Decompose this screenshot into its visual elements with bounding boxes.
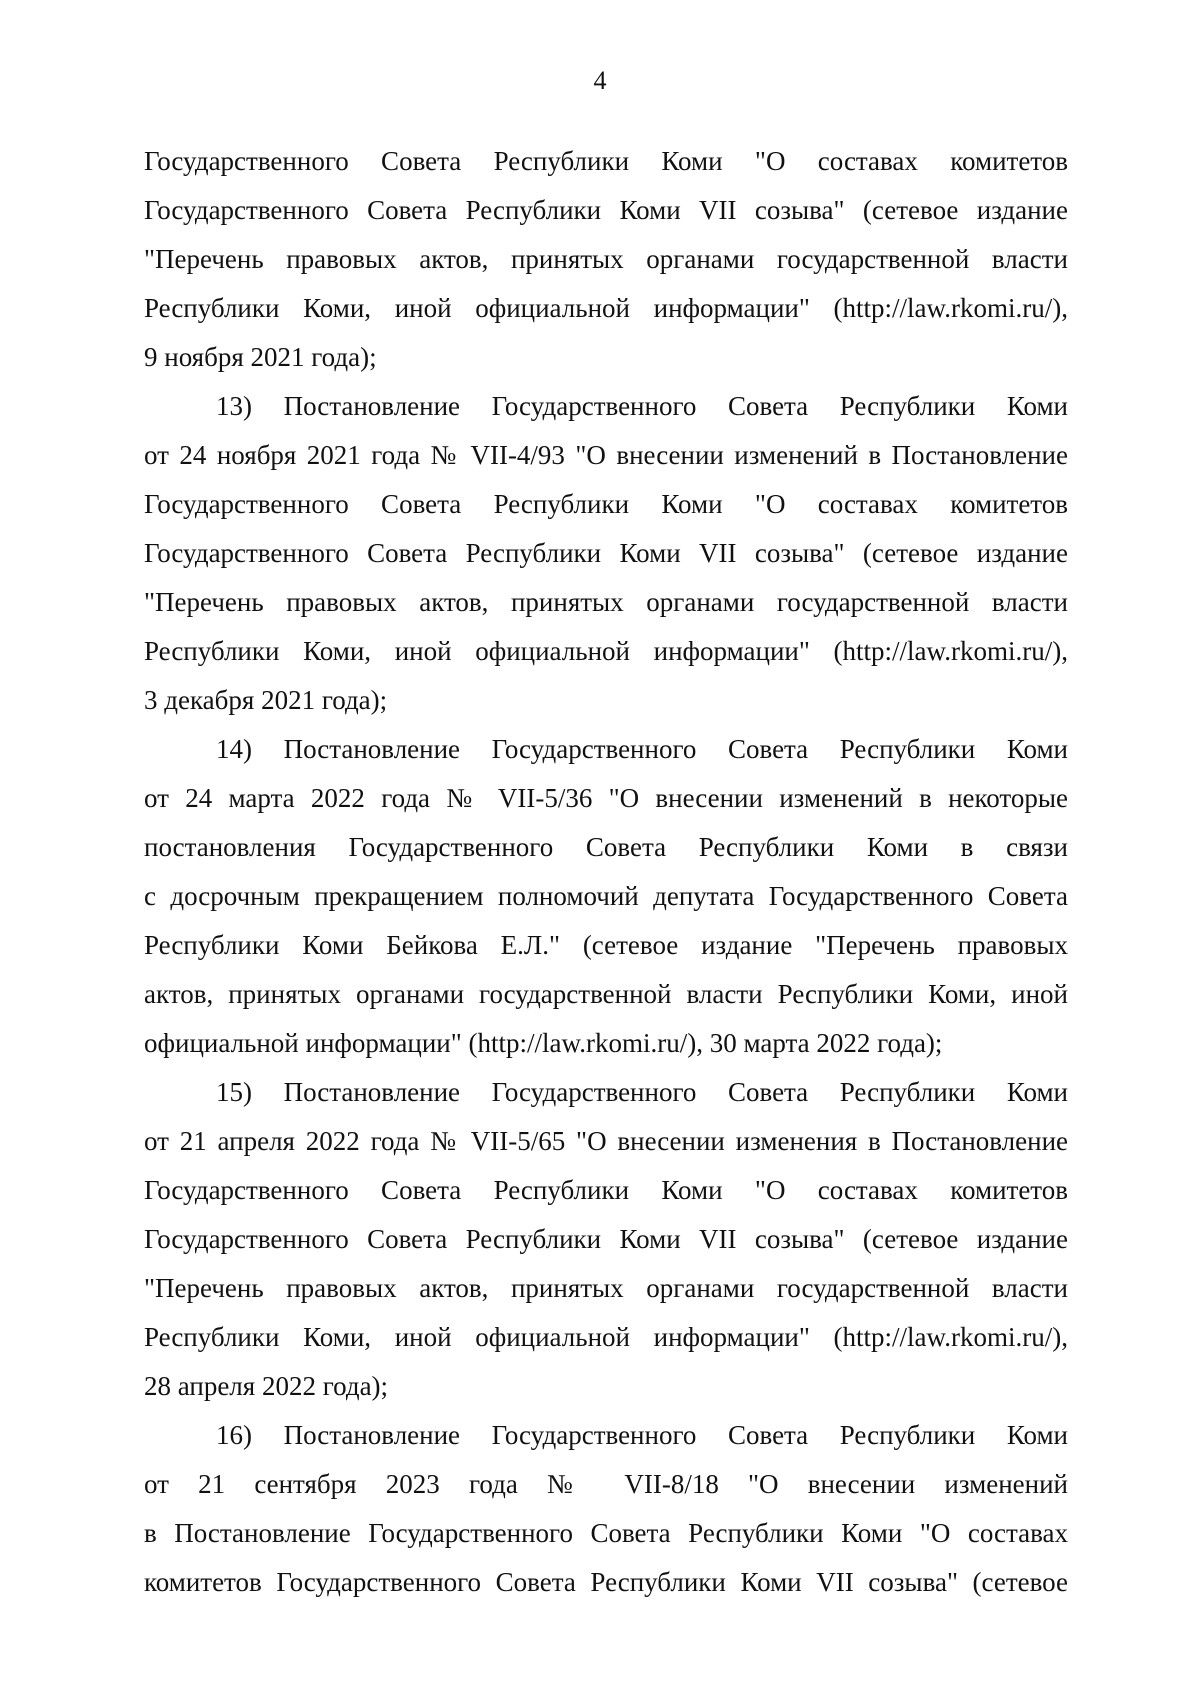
text-line: Государственного Совета Республики Коми "О составах комитетов	[144, 1175, 1068, 1205]
text-line: Республики Коми Бейкова Е.Л." (сетевое издание "Перечень правовых	[144, 930, 1068, 960]
text-line: постановления Государственного Совета Республики Коми в связи	[144, 832, 1068, 862]
text-line: 3 декабря 2021 года);	[144, 685, 388, 715]
text-line: актов, принятых органами государственной власти Республики Коми, иной	[144, 979, 1068, 1009]
text-line: Республики Коми, иной официальной информации" (http://law.rkomi.ru/),	[144, 293, 1068, 323]
text-line: 15) Постановление Государственного Совета Республики Коми	[216, 1077, 1068, 1107]
text-line: "Перечень правовых актов, принятых органами государственной власти	[144, 244, 1068, 274]
document-body	[144, 137, 1068, 1607]
text-line: Республики Коми, иной официальной информации" (http://law.rkomi.ru/),	[144, 636, 1068, 666]
text-line: от 24 ноября 2021 года № VII-4/93 "О внесении изменений в Постановление	[144, 440, 1068, 470]
text-line: "Перечень правовых актов, принятых органами государственной власти	[144, 1273, 1068, 1303]
text-line: Государственного Совета Республики Коми "О составах комитетов	[144, 489, 1068, 519]
text-line: в Постановление Государственного Совета Республики Коми "О составах	[144, 1518, 1068, 1548]
text-line: комитетов Государственного Совета Республики Коми VII созыва" (сетевое	[144, 1567, 1068, 1597]
text-line: официальной информации" (http://law.rkomi.ru/), 30 марта 2022 года);	[144, 1028, 943, 1058]
text-line: Республики Коми, иной официальной информации" (http://law.rkomi.ru/),	[144, 1322, 1068, 1352]
text-line: "Перечень правовых актов, принятых органами государственной власти	[144, 587, 1068, 617]
page-number: 4	[593, 66, 607, 95]
text-line: Государственного Совета Республики Коми VII созыва" (сетевое издание	[144, 195, 1068, 225]
text-line: 16) Постановление Государственного Совета Республики Коми	[216, 1420, 1068, 1450]
text-line: Государственного Совета Республики Коми VII созыва" (сетевое издание	[144, 1224, 1068, 1254]
text-line: 28 апреля 2022 года);	[144, 1371, 389, 1401]
text-line: от 21 апреля 2022 года № VII-5/65 "О внесении изменения в Постановление	[144, 1126, 1068, 1156]
text-line: от 21 сентября 2023 года № VII-8/18 "О внесении изменений	[144, 1469, 1068, 1499]
text-line: Государственного Совета Республики Коми VII созыва" (сетевое издание	[144, 538, 1068, 568]
text-line: 14) Постановление Государственного Совета Республики Коми	[216, 734, 1068, 764]
text-line: 9 ноября 2021 года);	[144, 342, 377, 372]
text-line: с досрочным прекращением полномочий депутата Государственного Совета	[144, 881, 1068, 911]
text-line: Государственного Совета Республики Коми "О составах комитетов	[144, 146, 1068, 176]
text-line: 13) Постановление Государственного Совета Республики Коми	[216, 391, 1068, 421]
text-line: от 24 марта 2022 года № VII-5/36 "О внесении изменений в некоторые	[144, 783, 1068, 813]
